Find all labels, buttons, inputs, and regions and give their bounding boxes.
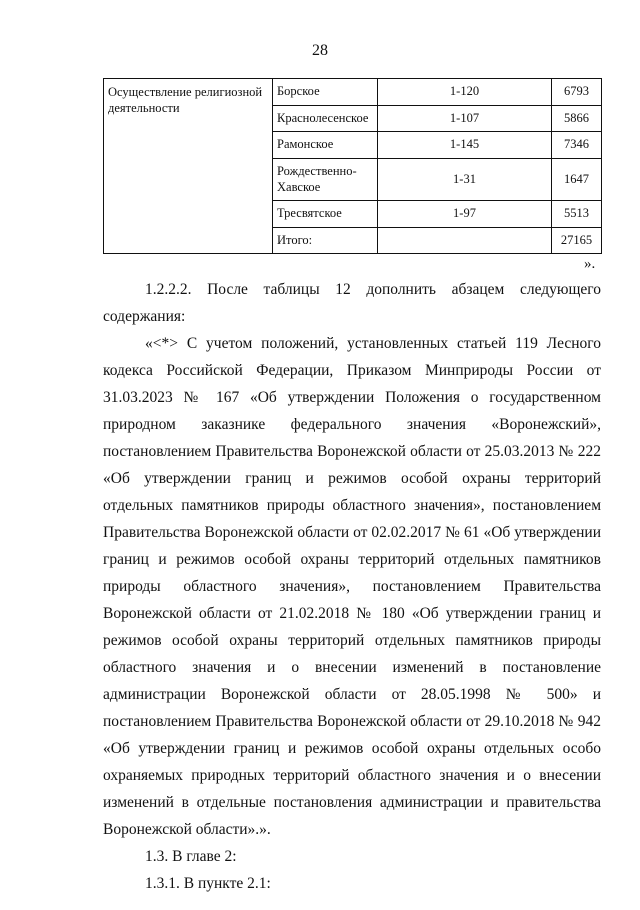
value-cell: 5513: [552, 201, 602, 228]
value-cell: 1647: [552, 158, 602, 200]
subsection-paragraph: 1.3.1. В пункте 2.1:: [145, 875, 271, 892]
district-cell: Рамонское: [273, 132, 378, 159]
document-body: [103, 276, 601, 897]
land-use-table: [103, 78, 602, 254]
activity-cell: Осуществление религиозной деятельности: [104, 79, 273, 254]
inserted-footnote-paragraph: «<*> С учетом положений, установленных статьей 119 Лесного кодекса Российской Федерации, Приказом Минприроды России от 31.03.2023 № 167 «Об утверждении Положения о государственном природном заказнике федерального значения «Воронежский», постановлением Правительства Воронежской области от 25.03.2013 № 222 «Об утверждении границ и режимов особой охраны территорий отдельных памятников природы областного значения», постановлением Правительства Воронежской области от 02.02.2017 № 61 «Об утверждении границ и режимов особой охраны территорий отдельных памятников природы областного значения», постановлением Правительства Воронежской области от 21.02.2018 № 180 «Об утверждении границ и режимов особой охраны территорий отдельных памятников природы областного значения и о внесении изменений в постановление администрации Воронежской области от 28.05.1998 № 500» и постановлением Правительства Воронежской области от 29.10.2018 № 942 «Об утверждении границ и режимов особой охраны отдельных особо охраняемых природных территорий областного значения и о внесении изменений в отдельные постановления администрации и правительства Воронежской области».».: [103, 335, 601, 838]
district-cell: Краснолесенское: [273, 105, 378, 132]
district-cell: Тресвятское: [273, 201, 378, 228]
district-cell: Борское: [273, 79, 378, 106]
range-cell: 1-107: [378, 105, 552, 132]
section-paragraph: 1.3. В главе 2:: [145, 848, 237, 865]
range-cell: 1-120: [378, 79, 552, 106]
total-label-cell: Итого:: [273, 227, 378, 254]
amendment-paragraph: 1.2.2.2. После таблицы 12 дополнить абзацем следующего содержания:: [103, 281, 601, 325]
district-cell: Рождественно-Хавское: [273, 158, 378, 200]
page-number: 28: [312, 42, 328, 59]
value-cell: 7346: [552, 132, 602, 159]
table-row: [104, 79, 602, 106]
range-cell: 1-145: [378, 132, 552, 159]
total-empty-cell: [378, 227, 552, 254]
range-cell: 1-31: [378, 158, 552, 200]
range-cell: 1-97: [378, 201, 552, 228]
value-cell: 6793: [552, 79, 602, 106]
total-value-cell: 27165: [552, 227, 602, 254]
value-cell: 5866: [552, 105, 602, 132]
table-closing-quote: ».: [584, 256, 596, 272]
